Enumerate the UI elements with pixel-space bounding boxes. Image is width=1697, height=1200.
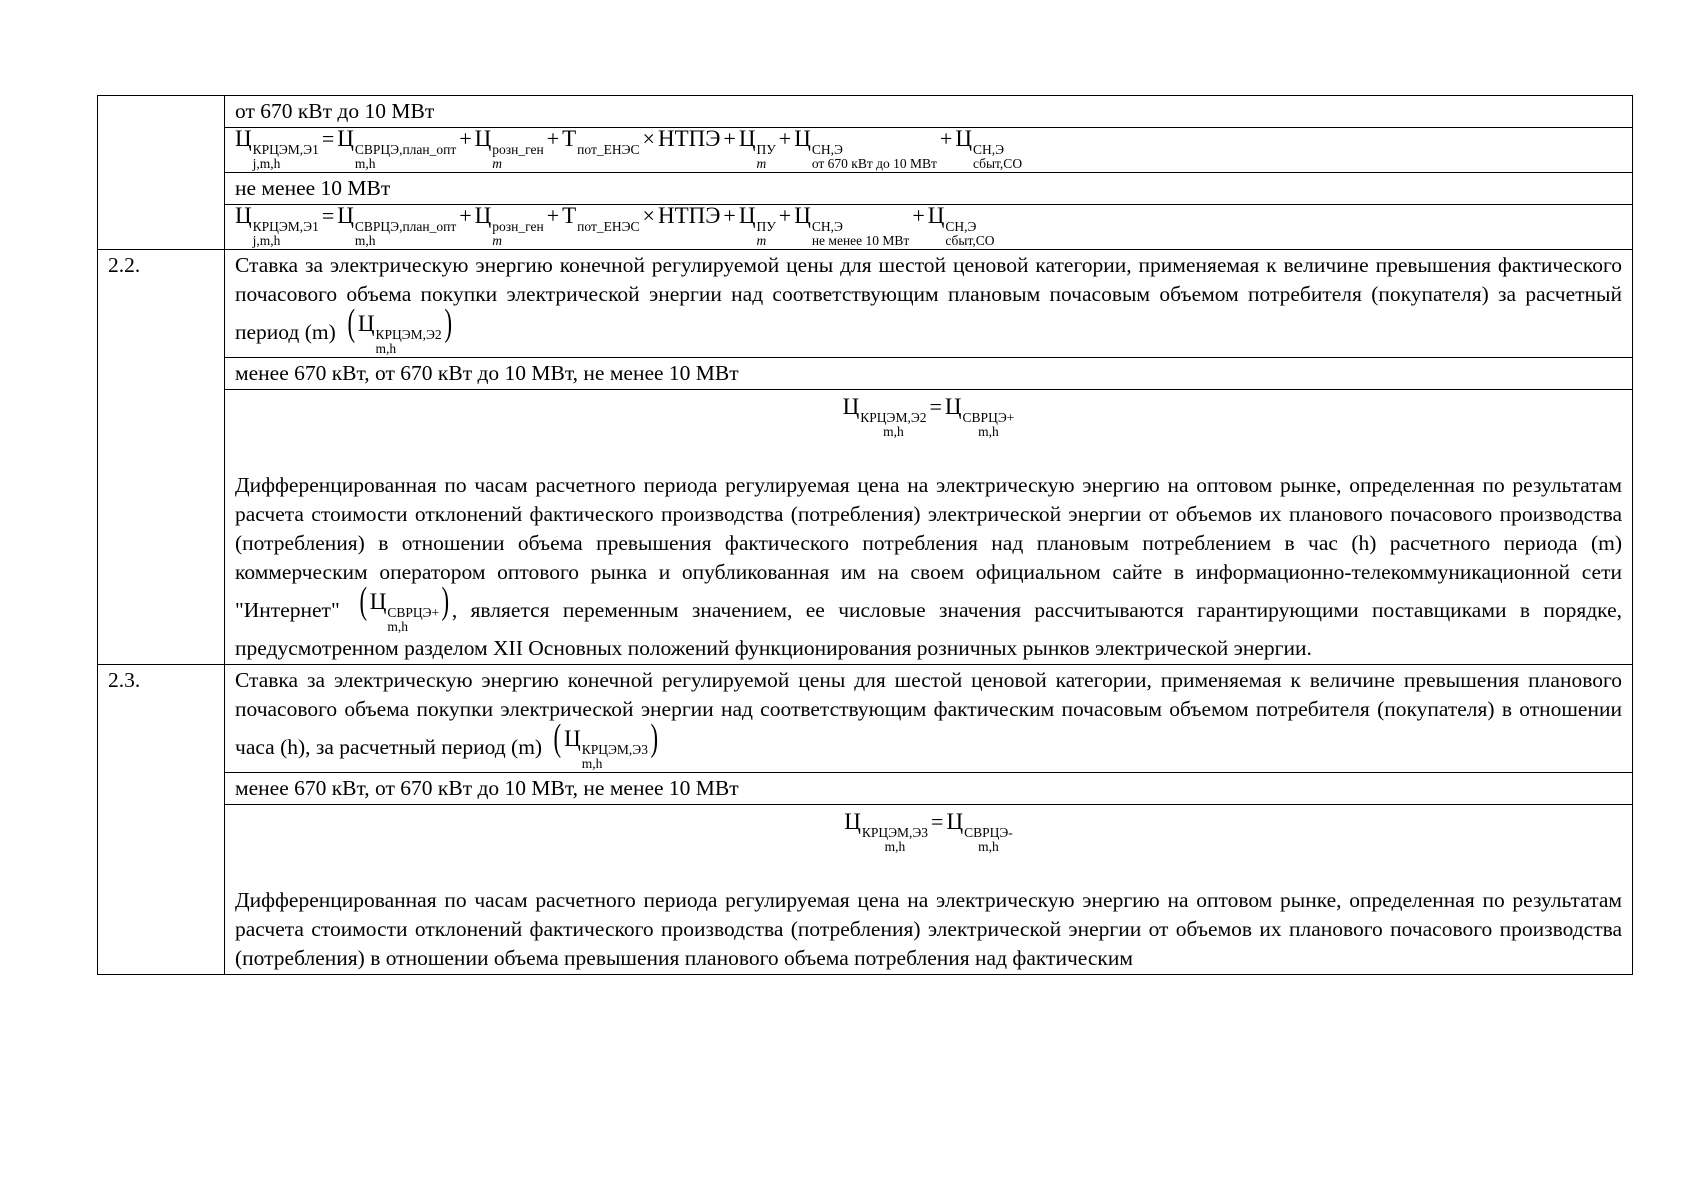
category-label: менее 670 кВт, от 670 кВт до 10 МВт, не менее 10 МВт (235, 776, 739, 800)
table-row (98, 805, 1633, 975)
table-row (98, 390, 1633, 665)
description-text: Ставка за электрическую энергию конечной регулируемой цены для шестой ценовой категории, применяемая к величине превышения планового почасового объема покупки электрической энергии над соответствующим фактическим почасовым объемом потребителя (покупателя) в отношении часа (h), за расчетный период (m) (235, 668, 1622, 759)
description-cell (225, 665, 1633, 773)
table-row (98, 205, 1633, 250)
category-cell (225, 358, 1633, 390)
category-label: менее 670 кВт, от 670 кВт до 10 МВт, не менее 10 МВт (235, 361, 739, 385)
row-number: 2.2. (108, 253, 141, 277)
formula-kr-e1-10mw: Ц КРЦЭМ,Э1 j,m,h = Ц СВРЦЭ,план_опт m,h + Ц розн_ген m + Т пот_ЕНЭС × НТПЭ + Ц ПУ m + Ц СН,Э не менее 10 МВт + Ц СН,Э сбыт,СО (235, 203, 995, 248)
explanation-paragraph: Дифференцированная по часам расчетного периода регулируемая цена на электрическую энергию на оптовом рынке, определенная по результатам расчета стоимости отклонений фактического производства (потребления) электрической энергии от объемов их планового почасового производства (потребления) в отношении объема превышения фактического потребления над плановым потреблением в час (h) расчетного периода (m) коммерческим оператором оптового рынка и опубликованная им на своем официальном сайте в информационно-телекоммуникационной сети "Интернет" ( Ц СВРЦЭ+ m,h ) , является переменным значением, ее числовые значения рассчитываются гарантирующими поставщиками в порядке, предусмотренном разделом XII Основных положений функционирования розничных рынков электрической энергии. (235, 473, 1622, 660)
formula-kr-e3: Ц КРЦЭМ,Э3 m,h = Ц СВРЦЭ- m,h (844, 809, 1013, 854)
table-row (98, 773, 1633, 805)
formula-kr-e1-670: Ц КРЦЭМ,Э1 j,m,h = Ц СВРЦЭ,план_опт m,h + Ц розн_ген m + Т пот_ЕНЭС × НТПЭ + Ц ПУ m + Ц СН,Э от 670 кВт до 10 МВт + Ц СН,Э сбыт,СО (235, 126, 1023, 171)
category-cell (225, 773, 1633, 805)
row-number-cell (98, 250, 225, 665)
description-cell (225, 250, 1633, 358)
category-cell (225, 173, 1633, 205)
table-row (98, 665, 1633, 773)
table-row (98, 128, 1633, 173)
category-cell (225, 96, 1633, 128)
category-label: не менее 10 МВт (235, 176, 391, 200)
explanation-paragraph: Дифференцированная по часам расчетного периода регулируемая цена на электрическую энергию на оптовом рынке, определенная по результатам расчета стоимости отклонений фактического производства (потребления) электрической энергии от объемов их планового почасового производства (потребления) в отношении объема превышения планового объема потребления над фактическим (235, 888, 1622, 970)
formula-kr-e2: Ц КРЦЭМ,Э2 m,h = Ц СВРЦЭ+ m,h (842, 394, 1015, 439)
row-number: 2.3. (108, 668, 141, 692)
table-row (98, 250, 1633, 358)
row-number-cell-empty (98, 96, 225, 250)
inline-formula: ( Ц КРЦЭМ,Э3 m,h ) (554, 717, 659, 771)
table-row (98, 96, 1633, 128)
formula-cell (225, 128, 1633, 173)
formula-explanation-cell (225, 805, 1633, 975)
table-row (98, 173, 1633, 205)
formula-cell (225, 205, 1633, 250)
formula-explanation-cell (225, 390, 1633, 665)
inline-formula: ( Ц КРЦЭМ,Э2 m,h ) (347, 302, 452, 356)
inline-formula: ( Ц СВРЦЭ+ m,h ) (359, 580, 450, 634)
table-row (98, 358, 1633, 390)
description-text: Ставка за электрическую энергию конечной регулируемой цены для шестой ценовой категории, применяемая к величине превышения фактического почасового объема покупки электрической энергии над соответствующим плановым почасовым объемом потребителя (покупателя) за расчетный период (m) (235, 253, 1622, 344)
document-page (97, 95, 1632, 975)
category-label: от 670 кВт до 10 МВт (235, 99, 435, 123)
row-number-cell (98, 665, 225, 975)
tariff-table (97, 95, 1633, 975)
